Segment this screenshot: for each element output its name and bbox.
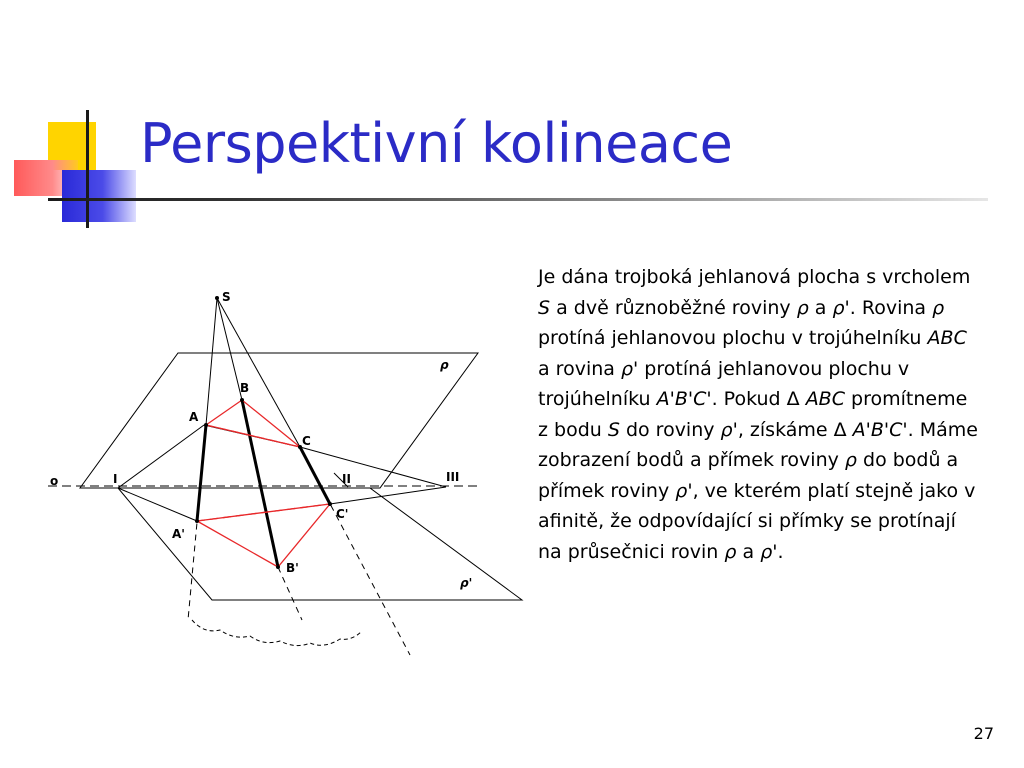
paragraph-text-run: protíná jehlanovou plochu v trojúhelníku xyxy=(538,327,928,349)
label-rho-prime: ρ' xyxy=(460,576,473,590)
seg-c-c2 xyxy=(300,447,330,504)
label-rho: ρ xyxy=(440,358,449,372)
seg-a-a2 xyxy=(197,425,206,521)
label-axis-o: o xyxy=(50,474,59,488)
line-a2c2-ext xyxy=(118,488,197,521)
label-i: I xyxy=(113,472,118,486)
label-c: C xyxy=(302,434,311,448)
edge-sc xyxy=(217,298,300,447)
paragraph-text-run: do roviny xyxy=(619,418,721,441)
paragraph-text-run: a dvě různoběžné roviny xyxy=(550,296,797,319)
line-ac xyxy=(118,425,204,488)
page-number: 27 xyxy=(973,724,994,743)
label-s: S xyxy=(222,290,231,304)
paragraph-italic-run: ρ' xyxy=(675,479,693,502)
paragraph-italic-run: ABC xyxy=(927,327,967,349)
decor-blue-square xyxy=(62,170,136,222)
label-b-prime: B' xyxy=(286,561,299,575)
paragraph-text-run: protíná jehlanovou plochu v trojúhelníku xyxy=(538,357,910,410)
base-curve xyxy=(192,620,362,646)
paragraph-text-run: , ve kterém platí stejně jako v afinitě, že odpovídající si přímky se protínají na průsečnici rovin xyxy=(538,479,976,563)
label-c-prime: C' xyxy=(336,507,349,521)
label-ii: II xyxy=(342,472,351,486)
label-a-prime: A' xyxy=(172,527,185,541)
label-iii: III xyxy=(446,470,460,484)
label-b: B xyxy=(240,381,250,395)
paragraph-text-run: a xyxy=(808,296,833,319)
plane-rho xyxy=(80,353,478,488)
paragraph-italic-run: ρ' xyxy=(720,418,738,441)
paragraph-text-run: do bodů a přímek roviny xyxy=(538,449,959,502)
paragraph-text-run: . xyxy=(777,540,784,563)
paragraph-italic-run: ρ xyxy=(844,449,857,471)
paragraph-text-run: , získáme Δ xyxy=(737,418,853,441)
label-a: A xyxy=(189,410,199,424)
paragraph-text-run: a rovina xyxy=(538,357,621,380)
edge-sa xyxy=(206,298,217,425)
paragraph-text-run: a xyxy=(736,540,761,563)
paragraph-italic-run: A'B'C' xyxy=(656,388,712,410)
line-bc-ext xyxy=(300,447,446,487)
title-underline xyxy=(48,198,988,201)
paragraph-text-run: . Pokud Δ xyxy=(711,388,806,410)
paragraph-italic-run: ρ' xyxy=(832,296,850,319)
paragraph-text-run: promítneme z bodu xyxy=(538,388,968,441)
paragraph-italic-run: S xyxy=(607,418,620,441)
description-paragraph xyxy=(538,262,978,567)
paragraph-text-run: . Máme zobrazení bodů a přímek roviny xyxy=(538,418,978,471)
paragraph-italic-run: ABC xyxy=(805,388,845,410)
paragraph-italic-run: A'B'C' xyxy=(852,418,908,441)
perspective-collineation-figure xyxy=(40,275,530,665)
decor-vertical-line xyxy=(86,110,89,228)
paragraph-italic-run: ρ' xyxy=(620,357,639,380)
paragraph-italic-run: ρ xyxy=(724,540,737,563)
paragraph-italic-run: ρ' xyxy=(760,540,778,563)
edge-sb xyxy=(217,298,242,400)
triangle-a2b2c2 xyxy=(197,504,330,567)
paragraph-italic-run: ρ xyxy=(796,296,809,319)
paragraph-text-run: . Rovina xyxy=(849,296,933,319)
triangle-abc xyxy=(206,400,300,447)
paragraph-italic-run: S xyxy=(538,296,551,319)
paragraph-italic-run: ρ xyxy=(932,296,945,319)
paragraph-text-run: Je dána trojboká jehlanová plocha s vrcholem xyxy=(538,266,971,288)
slide-title: Perspektivní kolineace xyxy=(140,112,733,175)
